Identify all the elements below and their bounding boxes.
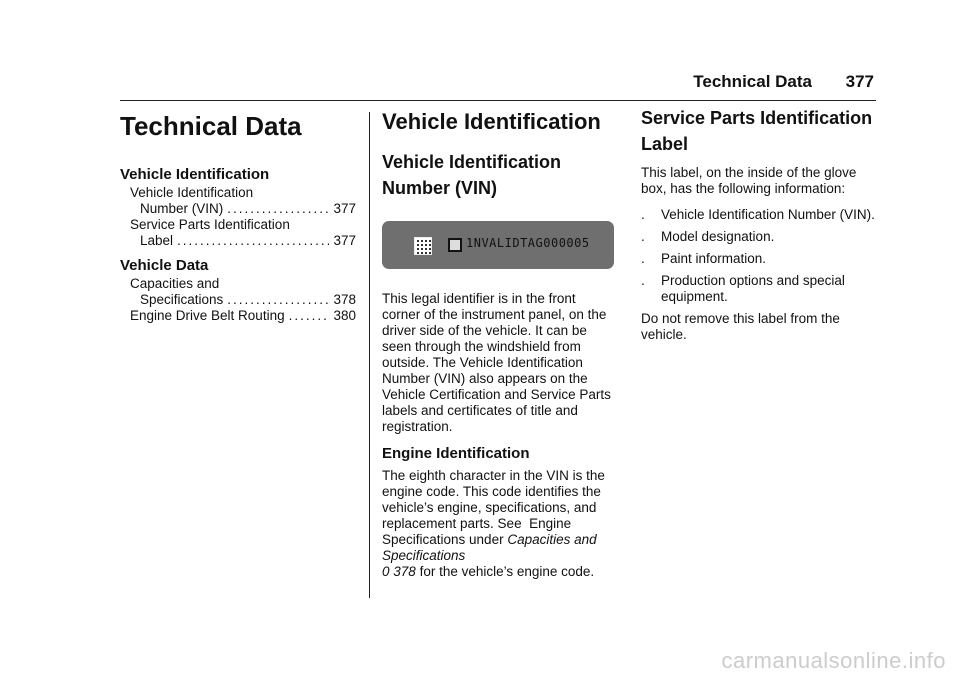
toc-entry-line: Engine Drive Belt Routing [130, 308, 285, 323]
toc-leader [177, 233, 329, 249]
toc-entry-vin[interactable] [120, 185, 356, 217]
engine-identification-heading: Engine Identification [382, 445, 530, 462]
list-item [641, 207, 876, 223]
toc-entry-line: Number (VIN) [140, 201, 224, 216]
toc-leader [227, 292, 329, 308]
list-item [641, 251, 876, 267]
toc-page-number: 378 [333, 292, 356, 307]
page-ref-number[interactable]: 378 [393, 564, 416, 579]
chapter-contents [120, 105, 356, 324]
bullet-marker: . [641, 229, 645, 244]
section-title: Vehicle Identification [382, 109, 601, 134]
toc-section-heading: Vehicle Data [120, 257, 209, 274]
barcode-icon [414, 237, 432, 255]
page-ref-icon: 0 [382, 564, 390, 579]
list-item-text: Model designation. [661, 229, 775, 244]
list-item-text: Paint information. [661, 251, 767, 266]
page-header [0, 72, 960, 96]
list-item-text: Vehicle Identification Number (VIN). [661, 207, 875, 222]
square-icon [448, 238, 462, 252]
list-item [641, 229, 876, 245]
chapter-title: Technical Data [120, 111, 302, 141]
header-rule [120, 100, 876, 101]
footer-note: Do not remove this label from the vehicle. [641, 311, 840, 342]
watermark: carmanualsonline.info [721, 648, 946, 673]
engine-paragraph [382, 468, 616, 580]
capacities-link[interactable]: Capacities and Specifications [382, 532, 597, 563]
bullet-marker: . [641, 251, 645, 266]
vehicle-identification-column [382, 105, 616, 586]
toc-entry-line: Specifications [140, 292, 224, 307]
list-item-text: Production options and special equipment. [661, 273, 845, 304]
subsection-title: Vehicle Identification Number (VIN) [382, 152, 562, 198]
toc-page-number: 377 [333, 201, 356, 216]
toc-entry-line: Label [140, 233, 174, 248]
section-title: Service Parts Identification Label [641, 108, 873, 154]
toc-page-number: 377 [333, 233, 356, 248]
toc-page-number: 380 [333, 308, 356, 323]
service-parts-column [641, 105, 876, 349]
column-divider [369, 112, 370, 598]
toc-entry-belt-routing[interactable] [120, 308, 356, 324]
list-item [641, 273, 876, 305]
toc-leader [289, 308, 330, 324]
toc-entry-line: Service Parts Identification [130, 217, 290, 232]
page-number: 377 [845, 72, 874, 91]
bullet-marker: . [641, 273, 645, 288]
toc-section-heading: Vehicle Identification [120, 166, 270, 183]
bullet-marker: . [641, 207, 645, 222]
vin-paragraph: This legal identifier is in the front corner of the instrument panel, on the driver side of the vehicle. It can be seen through the windshield from outside. The Vehicle Identification Number (VIN) also appears on the Vehicle Certification and Service Parts labels and certificates of title and registration. [382, 291, 611, 434]
toc-leader [227, 201, 329, 217]
header-title: Technical Data [693, 72, 812, 91]
vin-plate-image [382, 221, 614, 269]
toc-entry-service-parts[interactable] [120, 217, 356, 249]
toc-entry-line: Capacities and [130, 276, 220, 291]
info-list [641, 207, 876, 305]
engine-paragraph-text: The eighth character in the VIN is the engine code. This code identifies the vehicle’s engine, specifications, and replacement parts. See Engine Specifications under [382, 468, 605, 547]
vin-plate-text: 1NVALIDTAG000005 [466, 236, 590, 250]
toc-entry-line: Vehicle Identification [130, 185, 254, 200]
intro-paragraph: This label, on the inside of the glove box, has the following information: [641, 165, 857, 196]
engine-paragraph-text: for the vehicle’s engine code. [415, 564, 595, 579]
toc-entry-capacities[interactable] [120, 276, 356, 308]
